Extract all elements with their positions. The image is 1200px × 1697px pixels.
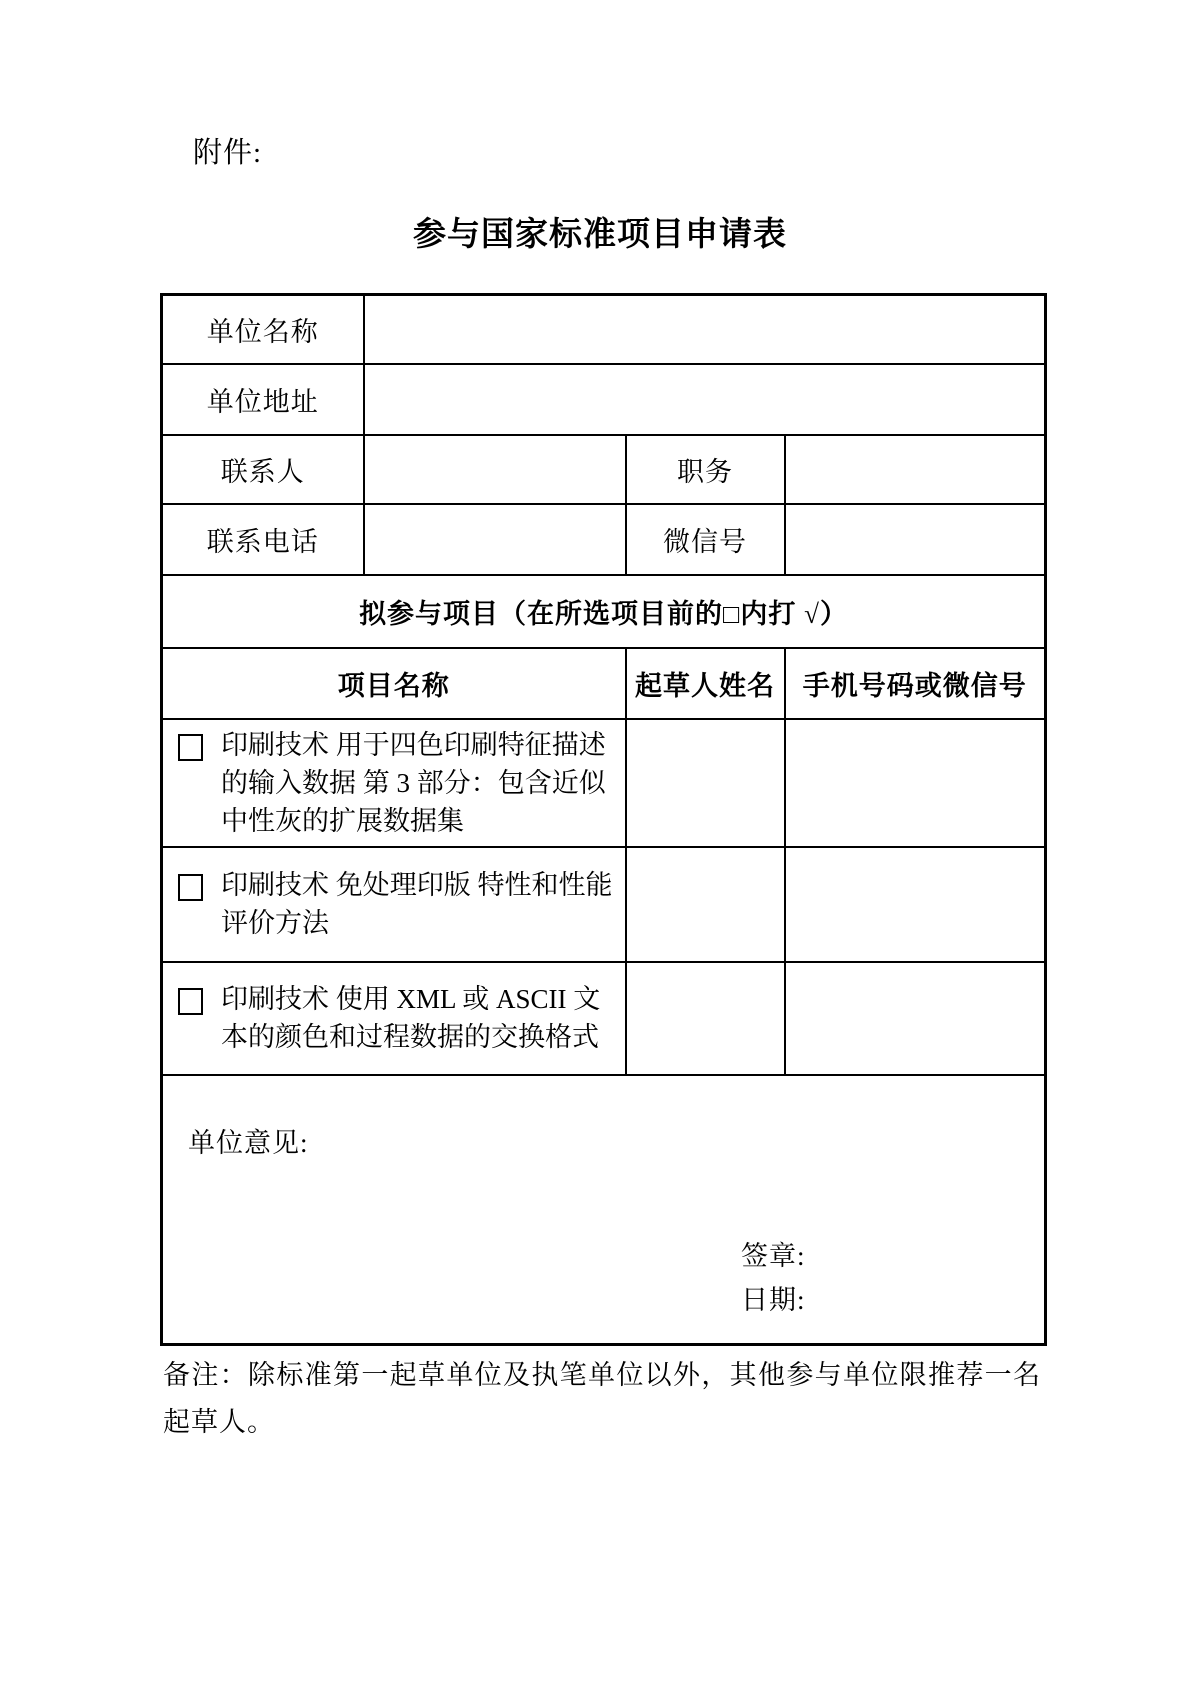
unit-opinion-cell[interactable]	[162, 1075, 1046, 1345]
unit-name-label: 单位名称	[162, 295, 364, 364]
table-row-unit-name	[162, 295, 1046, 364]
table-row-phone	[162, 504, 1046, 575]
table-row-contact	[162, 435, 1046, 504]
signature-label: 签章:	[741, 1240, 806, 1271]
table-row-section-header	[162, 575, 1046, 648]
attachment-label: 附件:	[193, 137, 263, 169]
column-header-project-name: 项目名称	[162, 648, 626, 719]
contact-input-cell[interactable]	[364, 435, 626, 504]
project-2-phone-input-cell[interactable]	[785, 847, 1046, 962]
project-3-name: 印刷技术 使用 XML 或 ASCII 文本的颜色和过程数据的交换格式	[221, 984, 601, 1052]
project-1-name: 印刷技术 用于四色印刷特征描述的输入数据 第 3 部分：包含近似中性灰的扩展数据集	[221, 729, 606, 836]
project-1-drafter-input-cell[interactable]	[626, 719, 785, 847]
checkbox-icon[interactable]	[178, 874, 203, 901]
table-row-unit-address	[162, 364, 1046, 435]
table-row-project-2	[162, 847, 1046, 962]
wechat-input-cell[interactable]	[785, 504, 1046, 575]
date-label: 日期:	[741, 1284, 806, 1315]
position-label: 职务	[626, 435, 785, 504]
project-option-3	[162, 962, 626, 1075]
table-row-project-3	[162, 962, 1046, 1075]
position-input-cell[interactable]	[785, 435, 1046, 504]
footer-note: 备注：除标准第一起草单位及执笔单位以外，其他参与单位限推荐一名起草人。	[163, 1360, 1041, 1437]
contact-label: 联系人	[162, 435, 364, 504]
section-header: 拟参与项目（在所选项目前的□内打 √）	[162, 575, 1046, 648]
phone-label: 联系电话	[162, 504, 364, 575]
form-title: 参与国家标准项目申请表	[413, 217, 787, 253]
wechat-label: 微信号	[626, 504, 785, 575]
checkbox-icon[interactable]	[178, 988, 203, 1015]
column-header-phone-or-wechat: 手机号码或微信号	[785, 648, 1046, 719]
project-2-name: 印刷技术 免处理印版 特性和性能评价方法	[221, 870, 613, 938]
column-header-drafter-name: 起草人姓名	[626, 648, 785, 719]
project-2-drafter-input-cell[interactable]	[626, 847, 785, 962]
unit-address-label: 单位地址	[162, 364, 364, 435]
application-form-table	[160, 293, 1047, 1346]
project-1-phone-input-cell[interactable]	[785, 719, 1046, 847]
table-row-unit-opinion	[162, 1075, 1046, 1345]
phone-input-cell[interactable]	[364, 504, 626, 575]
project-3-drafter-input-cell[interactable]	[626, 962, 785, 1075]
checkbox-icon[interactable]	[178, 734, 203, 761]
table-row-column-headers	[162, 648, 1046, 719]
project-3-phone-input-cell[interactable]	[785, 962, 1046, 1075]
unit-address-input-cell[interactable]	[364, 364, 1046, 435]
table-row-project-1	[162, 719, 1046, 847]
project-option-1	[162, 719, 626, 847]
unit-opinion-label: 单位意见:	[188, 1127, 309, 1158]
project-option-2	[162, 847, 626, 962]
unit-name-input-cell[interactable]	[364, 295, 1046, 364]
